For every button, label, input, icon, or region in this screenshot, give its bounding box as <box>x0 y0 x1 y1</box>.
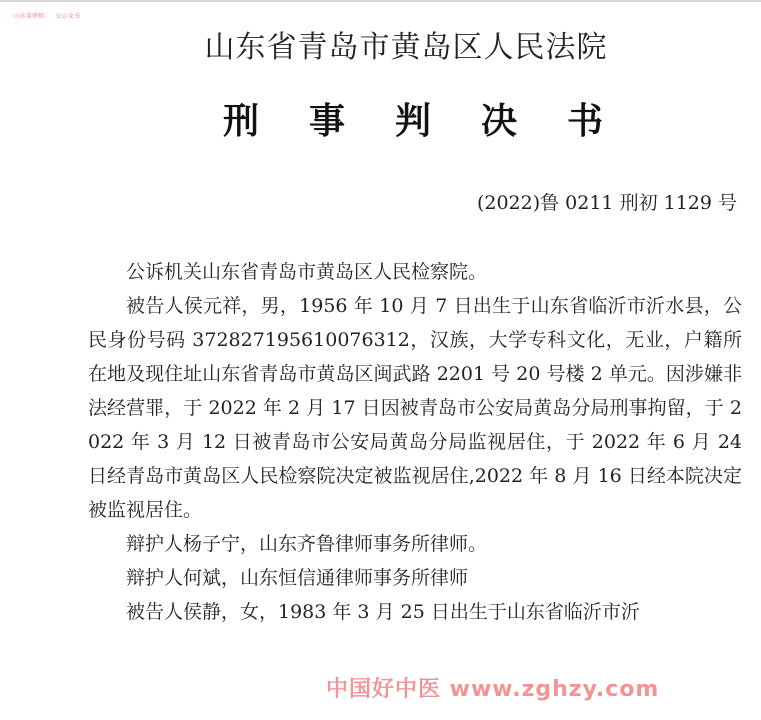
site-watermark: 中国好中医 www.zghzy.com <box>326 677 660 702</box>
title-char: 判 <box>394 101 431 142</box>
defender-paragraph: 辩护人杨子宁，山东齐鲁律师事务所律师。 <box>126 533 488 555</box>
defendant-paragraph: 被告人侯静，女，1983 年 3 月 25 日出生于山东省临沂市沂 <box>126 601 640 623</box>
title-char: 刑 <box>223 101 260 142</box>
header-stamp <box>14 10 90 24</box>
document-title <box>223 100 603 144</box>
title-char: 书 <box>566 101 603 142</box>
case-number: (2022)鲁 0211 刑初 1129 号 <box>476 192 737 214</box>
defender-paragraph: 辩护人何斌，山东恒信通律师事务所律师 <box>126 567 469 589</box>
header-stamp-left: 山东省律师 <box>14 13 46 20</box>
header-stamp-right: 公示文书 <box>55 13 80 20</box>
defendant-paragraph: 被告人侯元祥，男，1956 年 10 月 7 日出生于山东省临沂市沂水县，公民身份号码 372827195610076312，汉族，大学专科文化，无业，户籍所在地及现住址山东省青岛市黄岛区闽武路 2201 号 20 号楼 2 单元。因涉嫌非法经营罪，于 2022 年 2 月 17 日因被青岛市公安局黄岛分局刑事拘留，于 2022 年 3 月 12 日被青岛市公安局黄岛分局监视居住，于 2022 年 6 月 24 日经青岛市黄岛区人民检察院决定被监视居住,2022 年 8 月 16 日经本院决定被监视居住。 <box>88 295 742 521</box>
title-char: 事 <box>308 101 345 142</box>
court-name: 山东省青岛市黄岛区人民法院 <box>204 30 608 65</box>
title-char: 决 <box>480 101 517 142</box>
judgment-body <box>88 255 742 629</box>
prosecutor-paragraph: 公诉机关山东省青岛市黄岛区人民检察院。 <box>126 261 488 283</box>
top-border <box>0 0 761 2</box>
